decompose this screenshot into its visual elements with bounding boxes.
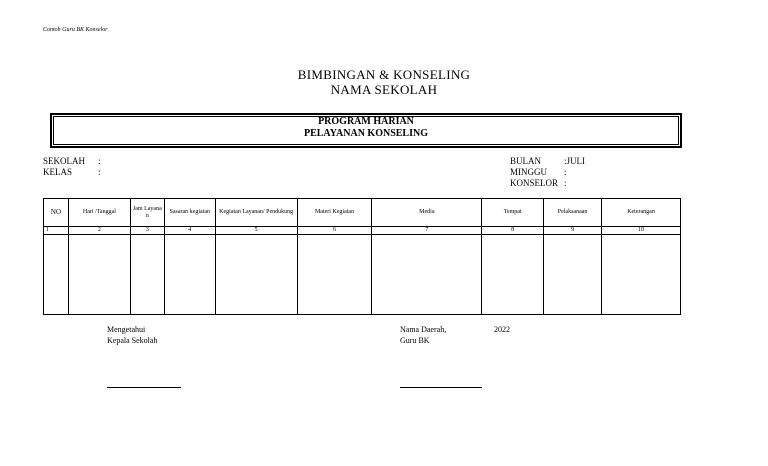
- table-cell: [544, 235, 602, 315]
- daily-program-table: [43, 198, 681, 315]
- column-number: 3: [130, 227, 164, 235]
- bulan-value: :JULI: [564, 156, 585, 166]
- header-materi-kegiatan: Materi Kegiatan: [297, 199, 372, 227]
- konselor-label: KONSELOR: [510, 178, 559, 188]
- sekolah-field: [43, 156, 101, 167]
- banner-title-line-1: PROGRAM HARIAN: [318, 116, 414, 127]
- column-number: 1: [44, 227, 69, 235]
- bulan-label: BULAN: [510, 156, 541, 166]
- header-hari-tanggal: Hari /Tanggal: [68, 199, 130, 227]
- column-number: 9: [544, 227, 602, 235]
- header-no: NO: [44, 199, 69, 227]
- kepala-sekolah-signature-line: [107, 387, 181, 388]
- kelas-colon: :: [98, 167, 101, 177]
- header-kegiatan-layanan: Kegiatan Layanan/ Pendukung: [215, 199, 297, 227]
- table-cell: [482, 235, 544, 315]
- bulan-field: [510, 156, 585, 167]
- table-header-row: [44, 199, 681, 227]
- guru-bk-text: Guru BK: [400, 336, 430, 345]
- table-cell: [44, 235, 69, 315]
- table-cell: [602, 235, 681, 315]
- column-number: 10: [602, 227, 681, 235]
- title-line-1: BIMBINGAN & KONSELING: [297, 67, 471, 82]
- minggu-label: MINGGU: [510, 167, 547, 177]
- kelas-field: [43, 167, 101, 178]
- title-line-2: NAMA SEKOLAH: [330, 82, 438, 97]
- table-cell: [130, 235, 164, 315]
- header-keterangan: Keterangan: [602, 199, 681, 227]
- header-tempat: Tempat: [482, 199, 544, 227]
- column-number: 7: [372, 227, 482, 235]
- column-number: 2: [68, 227, 130, 235]
- year-text: 2022: [494, 325, 510, 334]
- column-number: 8: [482, 227, 544, 235]
- kelas-label: KELAS: [43, 167, 72, 177]
- sekolah-label: SEKOLAH: [43, 156, 85, 166]
- banner-title-line-2: PELAYANAN KONSELING: [303, 128, 428, 139]
- mengetahui-text: Mengetahui: [107, 325, 146, 334]
- minggu-field: [510, 167, 567, 178]
- table-cell: [164, 235, 215, 315]
- header-pelaksanaan: Pelaksanaan: [544, 199, 602, 227]
- minggu-colon: :: [564, 167, 567, 177]
- column-number: 4: [164, 227, 215, 235]
- table-cell: [68, 235, 130, 315]
- header-sasaran-kegiatan: Sasaran kegiatan: [164, 199, 215, 227]
- table-cell: [297, 235, 372, 315]
- example-note: Contoh Guru BK Konselor: [43, 27, 108, 33]
- column-number-row: [44, 227, 681, 235]
- table-cell: [215, 235, 297, 315]
- table-cell: [372, 235, 482, 315]
- kepala-sekolah-text: Kepala Sekolah: [107, 336, 158, 345]
- sekolah-colon: :: [98, 156, 101, 166]
- guru-bk-signature-line: [400, 387, 482, 388]
- header-jam-layanan: Jam Layana n: [130, 199, 164, 227]
- konselor-colon: :: [564, 178, 567, 188]
- konselor-field: [510, 178, 567, 189]
- header-media: Media: [372, 199, 482, 227]
- table-row: [44, 235, 681, 315]
- place-date-text: Nama Daerah,: [400, 325, 447, 334]
- column-number: 6: [297, 227, 372, 235]
- column-number: 5: [215, 227, 297, 235]
